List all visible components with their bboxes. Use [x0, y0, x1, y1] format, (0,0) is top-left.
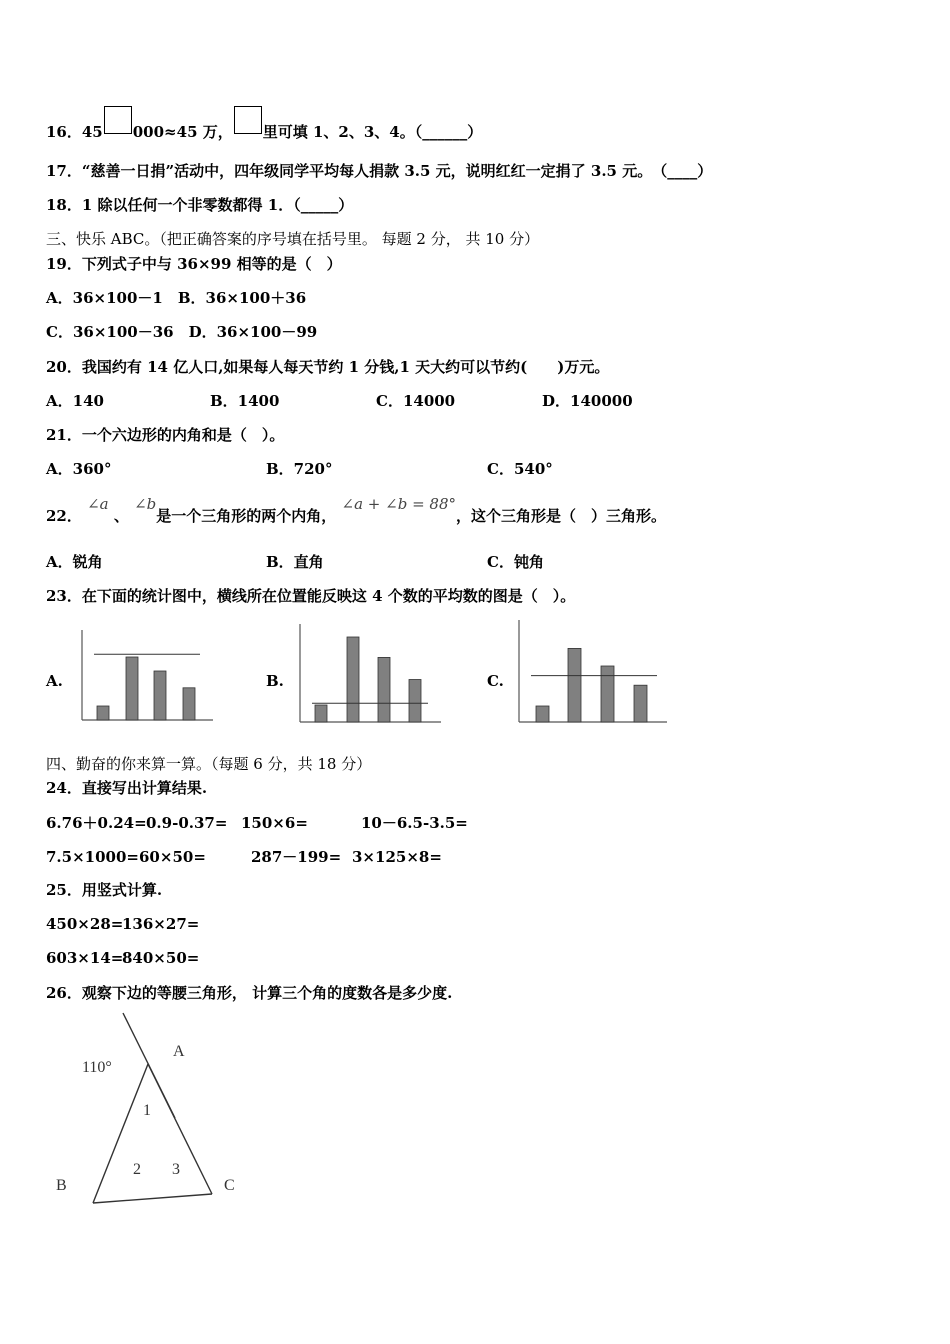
q23-label-a: A.: [46, 672, 63, 690]
q25: 25．用竖式计算.: [46, 881, 163, 899]
angle-sum-equation: ∠a + ∠b = 88°: [341, 495, 457, 513]
bar-2: [568, 648, 581, 722]
vertical-calc-item: 450×28=: [46, 915, 124, 933]
q21-option-b: B．720°: [266, 460, 333, 478]
angle-b: ∠b: [134, 495, 157, 513]
q24: 24．直接写出计算结果.: [46, 779, 208, 797]
section-3-heading: 三、快乐 ABC。（把正确答案的序号填在括号里。 每题 2 分， 共 10 分）: [46, 230, 540, 248]
angle-a: ∠a: [87, 495, 109, 513]
bar-chart-a[interactable]: [80, 628, 215, 724]
bar-1: [315, 705, 327, 722]
q22-option-a: A．锐角: [46, 553, 103, 571]
vertex-b: B: [56, 1177, 67, 1194]
calc-item: 7.5×1000=: [46, 848, 139, 866]
isosceles-triangle-figure: [50, 1008, 250, 1213]
bar-4: [634, 685, 647, 722]
bar-1: [97, 706, 109, 720]
bar-3: [378, 657, 390, 722]
vertical-calc-item: 603×14=: [46, 949, 124, 967]
bar-chart-b[interactable]: [298, 622, 443, 724]
calc-item: 3×125×8=: [352, 848, 442, 866]
q20: 20．我国约有 14 亿人口,如果每人每天节约 1 分钱,1 天大约可以节约( )万元。: [46, 358, 610, 376]
bar-1: [536, 706, 549, 722]
calc-item: 0.9-0.37=: [146, 814, 228, 832]
side-ab: [93, 1064, 148, 1203]
angle-label-110: 110°: [82, 1059, 112, 1076]
bar-3: [154, 671, 166, 720]
q21-option-a: A．360°: [46, 460, 112, 478]
q20-option-b: B．1400: [210, 392, 280, 410]
angle-number-3: 3: [172, 1161, 180, 1178]
side-ac: [148, 1064, 212, 1194]
q20-option-d: D．140000: [542, 392, 633, 410]
blank-box-1[interactable]: [104, 106, 132, 134]
blank-box-2[interactable]: [234, 106, 262, 134]
q21: 21．一个六边形的内角和是（ ）。: [46, 426, 285, 444]
q22: 22． ∠a 、 ∠b是一个三角形的两个内角， ∠a + ∠b = 88°，这个三角形是（ ）三角形。: [46, 495, 667, 525]
q18: 18．1 除以任何一个非零数都得 1．（_____）: [46, 196, 354, 214]
calc-item: 6.76＋0.24=: [46, 814, 147, 832]
q16: 16．45 000≈45 万， 里可填 1、2、3、4。（______）: [46, 114, 482, 142]
q19-options-ab: A．36×100－1 B．36×100＋36: [46, 289, 307, 307]
q23-label-b: B.: [266, 672, 284, 690]
bar-2: [126, 657, 138, 720]
side-bc: [93, 1194, 212, 1203]
q23: 23．在下面的统计图中，横线所在位置能反映这 4 个数的平均数的图是（ ）。: [46, 587, 576, 605]
q26: 26．观察下边的等腰三角形， 计算三个角的度数各是多少度.: [46, 984, 453, 1002]
q23-label-c: C.: [487, 672, 504, 690]
vertical-calc-item: 840×50=: [122, 949, 200, 967]
q22-option-b: B．直角: [266, 553, 324, 571]
calc-item: 60×50=: [139, 848, 206, 866]
calc-item: 10－6.5-3.5=: [361, 814, 468, 832]
section-4-heading: 四、勤奋的你来算一算。（每题 6 分，共 18 分）: [46, 755, 372, 773]
angle-number-2: 2: [133, 1161, 141, 1178]
calc-item: 287－199=: [251, 848, 342, 866]
q21-option-c: C．540°: [487, 460, 553, 478]
vertical-calc-item: 136×27=: [122, 915, 200, 933]
vertex-c: C: [224, 1177, 235, 1194]
bar-4: [183, 688, 195, 720]
angle-number-1: 1: [143, 1102, 151, 1119]
bar-chart-c[interactable]: [517, 618, 669, 724]
q19: 19．下列式子中与 36×99 相等的是（ ）: [46, 255, 342, 273]
q22-option-c: C．钝角: [487, 553, 544, 571]
bar-4: [409, 680, 421, 723]
bar-2: [347, 637, 359, 722]
q20-option-a: A．140: [46, 392, 104, 410]
calc-item: 150×6=: [241, 814, 308, 832]
q19-options-cd: C．36×100－36 D．36×100－99: [46, 323, 318, 341]
bar-3: [601, 666, 614, 722]
vertex-a: A: [173, 1043, 185, 1060]
q20-option-c: C．14000: [376, 392, 456, 410]
q17: 17．“慈善一日捐”活动中，四年级同学平均每人捐款 3.5 元，说明红红一定捐了 3.5 元。 （____）: [46, 162, 713, 180]
